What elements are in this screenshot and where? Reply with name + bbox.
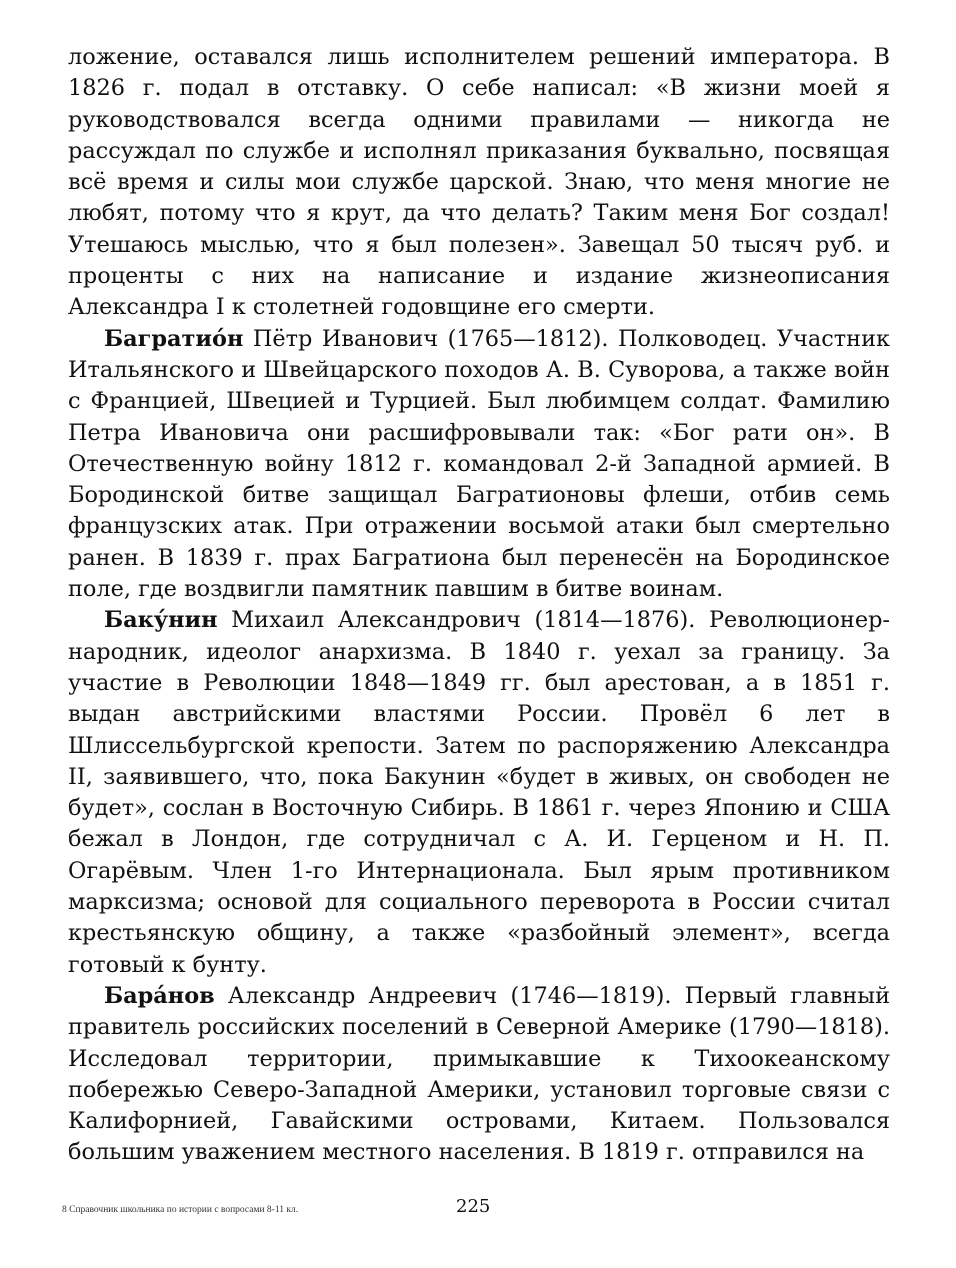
- entry-text: Михаил Александрович (1814—1876). Революционер-народник, идеолог анархизма. В 1840 г. уехал за границу. За участие в Революции 1848—1849 гг. был арестован, а в 1851 г. выдан австрийскими властями России. Провёл 6 лет в Шлиссельбургской крепости. Затем по распоряжению Александра II, заявившего, что, пока Бакунин «будет в живых, он свободен не будет», сослан в Восточную Сибирь. В 1861 г. через Японию и США бежал в Лондон, где сотрудничал с А. И. Герценом и Н. П. Огарёвым. Член 1-го Интернационала. Был ярым противником марксизма; основой для социального переворота в России считал крестьянскую общину, а также «разбойный элемент», всегда готовый к бунту.: [68, 607, 890, 978]
- paragraph-continuation: [68, 42, 890, 324]
- entry-bagration: [68, 324, 890, 606]
- page-body: [68, 42, 890, 1169]
- entry-text: Пётр Иванович (1765—1812). Полководец. Участник Итальянского и Швейцарского походов А. В. Суворова, а также войн с Францией, Швецией и Турцией. Был любимцем солдат. Фамилию Петра Ивановича они расшифровывали так: «Бог рати он». В Отечественную войну 1812 г. командовал 2-й Западной армией. В Бородинской битве защищал Багратионовы флеши, отбив семь французских атак. При отражении восьмой атаки был смертельно ранен. В 1839 г. прах Багратиона был перенесён на Бородинское поле, где воздвигли памятник павшим в битве воинам.: [68, 325, 890, 603]
- page-footer: [62, 1196, 896, 1226]
- entry-bakunin: [68, 605, 890, 981]
- entry-name: Багратио́н: [104, 325, 244, 352]
- entry-name: Баку́нин: [104, 607, 218, 634]
- entry-text: Александр Андреевич (1746—1819). Первый главный правитель российских поселений в Северной Америке (1790—1818). Исследовал территории, примыкавшие к Тихоокеанскому побережью Северо-Западной Америки, установил торговые связи с Калифорнией, Гавайскими островами, Китаем. Пользовался большим уважением местного населения. В 1819 г. отправился на: [68, 982, 890, 1166]
- footer-note: 8 Справочник школьника по истории с вопросами 8-11 кл.: [62, 1205, 299, 1215]
- entry-baranov: [68, 981, 890, 1169]
- entry-name: Бара́нов: [104, 982, 215, 1009]
- paragraph-text: ложение, оставался лишь исполнителем решений императора. В 1826 г. подал в отставку. О себе написал: «В жизни моей я руководствовался всегда одними правилами — никогда не рассуждал по службе и исполнял приказания буквально, посвящая всё время и силы мои службе царской. Знаю, что меня многие не любят, потому что я крут, да что делать? Таким меня Бог создал! Утешаюсь мыслью, что я был полезен». Завещал 50 тысяч руб. и проценты с них на написание и издание жизнеописания Александра I к столетней годовщине его смерти.: [68, 44, 890, 321]
- page-number: 225: [456, 1196, 491, 1217]
